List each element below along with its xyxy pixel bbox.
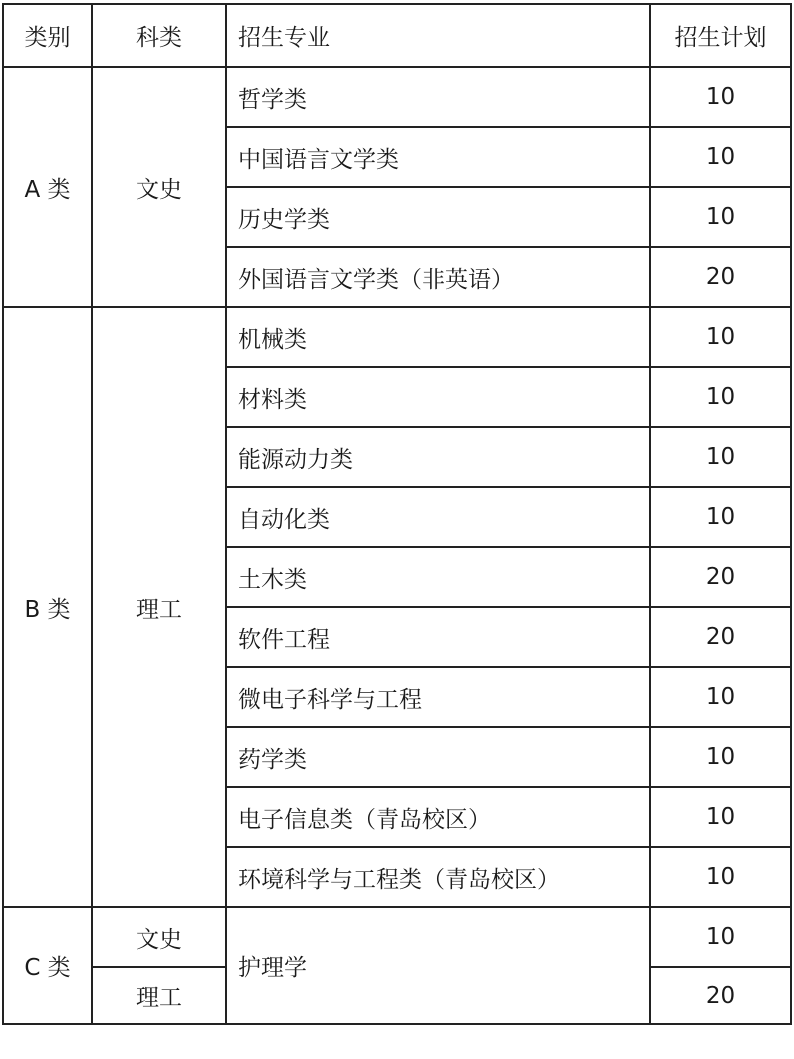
plan-cell: 10	[650, 487, 791, 547]
plan-cell: 20	[650, 547, 791, 607]
major-cell: 历史学类	[226, 187, 650, 247]
plan-cell: 10	[650, 127, 791, 187]
plan-cell: 10	[650, 427, 791, 487]
subject-cell: 理工	[92, 967, 226, 1024]
major-cell: 药学类	[226, 727, 650, 787]
major-cell: 土木类	[226, 547, 650, 607]
header-category: 类别	[3, 4, 92, 67]
plan-cell: 10	[650, 787, 791, 847]
plan-cell: 10	[650, 667, 791, 727]
plan-cell: 10	[650, 307, 791, 367]
major-cell: 中国语言文学类	[226, 127, 650, 187]
subject-cell-a: 文史	[92, 67, 226, 307]
category-cell-a: A 类	[3, 67, 92, 307]
major-cell: 环境科学与工程类（青岛校区）	[226, 847, 650, 907]
major-cell-c: 护理学	[226, 907, 650, 1024]
major-cell: 外国语言文学类（非英语）	[226, 247, 650, 307]
plan-cell: 10	[650, 67, 791, 127]
header-major: 招生专业	[226, 4, 650, 67]
plan-cell: 20	[650, 607, 791, 667]
header-plan: 招生计划	[650, 4, 791, 67]
plan-cell: 10	[650, 367, 791, 427]
category-cell-b: B 类	[3, 307, 92, 907]
plan-cell: 10	[650, 187, 791, 247]
header-subject: 科类	[92, 4, 226, 67]
major-cell: 材料类	[226, 367, 650, 427]
table-row	[3, 67, 791, 127]
table-row	[3, 907, 791, 967]
major-cell: 能源动力类	[226, 427, 650, 487]
plan-cell: 10	[650, 907, 791, 967]
plan-cell: 20	[650, 967, 791, 1024]
major-cell: 电子信息类（青岛校区）	[226, 787, 650, 847]
subject-cell: 文史	[92, 907, 226, 967]
major-cell: 自动化类	[226, 487, 650, 547]
plan-cell: 10	[650, 727, 791, 787]
major-cell: 软件工程	[226, 607, 650, 667]
header-row	[3, 4, 791, 67]
major-cell: 机械类	[226, 307, 650, 367]
plan-cell: 10	[650, 847, 791, 907]
table-row	[3, 307, 791, 367]
plan-cell: 20	[650, 247, 791, 307]
admission-plan-table	[2, 3, 792, 1025]
major-cell: 微电子科学与工程	[226, 667, 650, 727]
category-cell-c: C 类	[3, 907, 92, 1024]
major-cell: 哲学类	[226, 67, 650, 127]
subject-cell-b: 理工	[92, 307, 226, 907]
